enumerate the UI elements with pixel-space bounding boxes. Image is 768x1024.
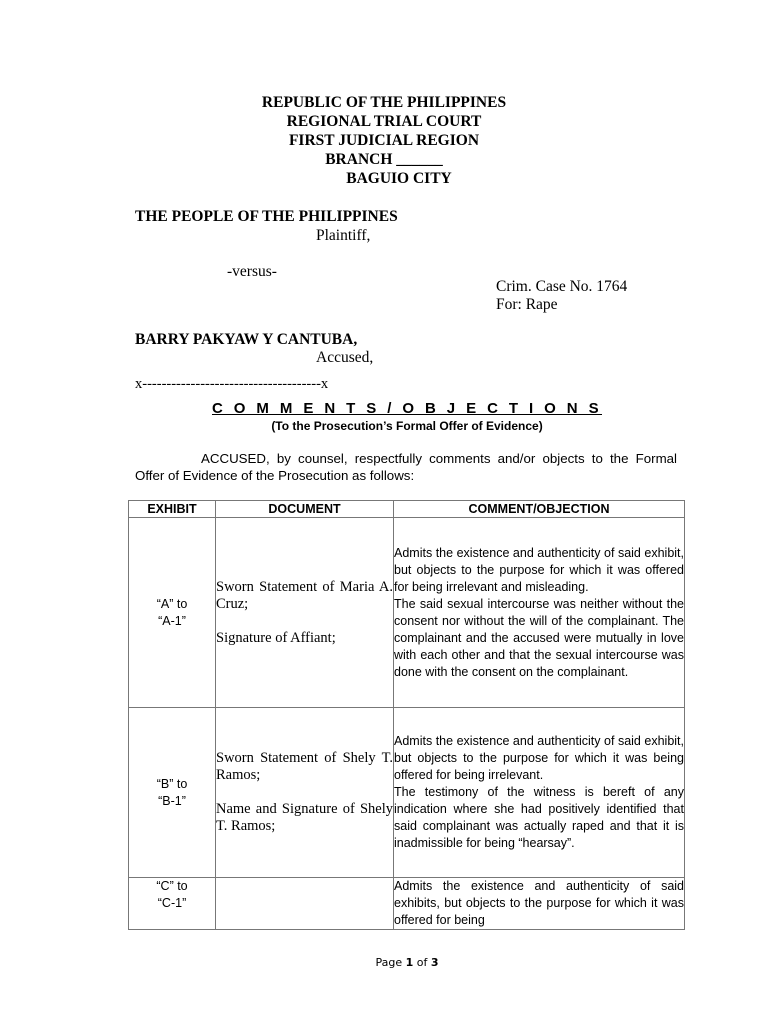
intro-text: ACCUSED, by counsel, respectfully comments and/or objects to the Formal Offer of Evidence of the Prosecution as follows: — [135, 451, 677, 483]
footer-middle: of — [413, 956, 431, 969]
document-entry: Name and Signature of Shely T. Ramos; — [216, 801, 393, 834]
case-number: Crim. Case No. 1764 — [496, 278, 628, 295]
table-header-row — [129, 501, 685, 518]
exhibit-label: “B” to — [156, 776, 188, 791]
document-entry: Sworn Statement of Shely T. Ramos; — [216, 750, 393, 783]
header-branch: BRANCH ______ — [325, 151, 443, 168]
comment-paragraph: The said sexual intercourse was neither without the consent nor without the will of the complainant. The complainant and the accused were mutually in love with each other and that the sexual intercourse was done with the consent on the complainant. — [394, 596, 684, 679]
exhibit-label: “B-1” — [158, 793, 186, 808]
header-document: DOCUMENT — [216, 501, 394, 518]
header-exhibit: EXHIBIT — [129, 501, 216, 518]
accused-name: BARRY PAKYAW Y CANTUBA, — [135, 331, 358, 348]
page-footer — [0, 956, 768, 969]
document-title: C O M M E N T S / O B J E C T I O N S — [212, 400, 602, 417]
table-row — [129, 708, 685, 878]
comment-cell — [394, 708, 685, 878]
comment-paragraph: Admits the existence and authenticity of said exhibit, but objects to the purpose for which it was being offered for being irrelevant. — [394, 734, 684, 782]
comment-cell — [394, 518, 685, 708]
document-cell — [216, 708, 394, 878]
header-republic: REPUBLIC OF THE PHILIPPINES — [261, 94, 507, 111]
plaintiff-name: THE PEOPLE OF THE PHILIPPINES — [135, 208, 398, 225]
document-entry: Signature of Affiant; — [216, 629, 336, 646]
caption-separator: x-------------------------------------x — [135, 376, 329, 392]
comment-paragraph: Admits the existence and authenticity of said exhibits, but objects to the purpose for which it was offered for being — [394, 879, 684, 927]
evidence-table — [128, 500, 685, 930]
exhibit-label: “A” to — [156, 596, 188, 611]
table-row — [129, 518, 685, 708]
document-entry: Sworn Statement of Maria A. Cruz; — [216, 578, 393, 612]
document-cell — [216, 878, 394, 930]
header-comment: COMMENT/OBJECTION — [394, 501, 685, 518]
exhibit-label: “A-1” — [158, 613, 186, 628]
footer-current-page: 1 — [405, 956, 414, 969]
exhibit-cell — [129, 708, 216, 878]
footer-prefix: Page — [375, 956, 406, 969]
comment-paragraph: The testimony of the witness is bereft of any indication where she had positively identified that said complainant was actually raped and that it is inadmissible for being “hearsay”. — [394, 785, 684, 850]
footer-total-pages: 3 — [430, 956, 439, 969]
accused-role: Accused, — [316, 349, 374, 366]
document-cell — [216, 518, 394, 708]
exhibit-label: “C-1” — [157, 896, 187, 910]
versus-label: -versus- — [227, 263, 277, 280]
comment-paragraph: Admits the existence and authenticity of said exhibit, but objects to the purpose for which it was offered for being irrelevant and misleading. — [394, 545, 684, 594]
plaintiff-role: Plaintiff, — [316, 227, 371, 244]
exhibit-cell — [129, 518, 216, 708]
court-header — [0, 93, 768, 188]
intro-paragraph — [135, 450, 677, 484]
header-city: BAGUIO CITY — [346, 170, 452, 187]
case-charge: For: Rape — [496, 296, 558, 313]
comment-cell — [394, 878, 685, 930]
header-region: FIRST JUDICIAL REGION — [288, 132, 480, 149]
exhibit-cell — [129, 878, 216, 930]
exhibit-label: “C” to — [156, 879, 188, 893]
table-row — [129, 878, 685, 930]
header-court: REGIONAL TRIAL COURT — [286, 113, 482, 130]
document-subtitle: (To the Prosecution’s Formal Offer of Evidence) — [271, 419, 543, 433]
